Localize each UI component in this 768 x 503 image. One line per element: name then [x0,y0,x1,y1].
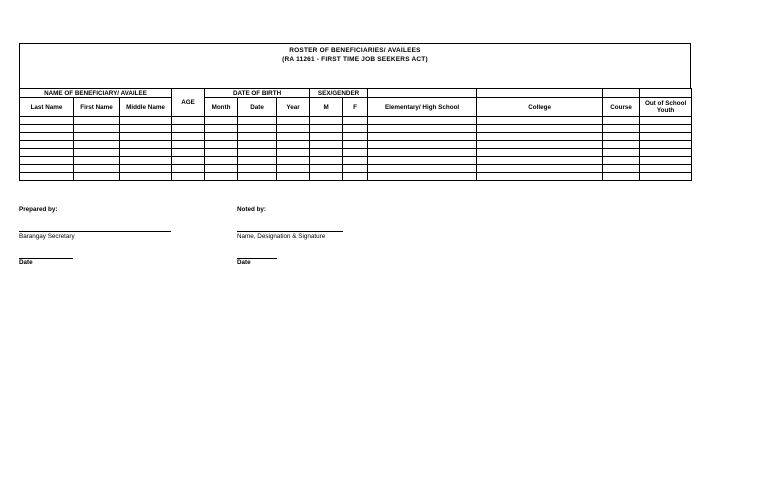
table-cell[interactable] [640,173,692,181]
table-cell[interactable] [368,149,477,157]
table-cell[interactable] [343,125,368,133]
noted-by-label: Noted by: [237,206,267,213]
table-cell[interactable] [238,149,277,157]
table-cell[interactable] [368,117,477,125]
noted-date-label: Date [237,259,251,266]
table-cell[interactable] [368,165,477,173]
header-college: College [477,98,603,117]
table-cell[interactable] [310,117,343,125]
table-cell[interactable] [343,157,368,165]
table-cell[interactable] [310,173,343,181]
table-cell[interactable] [74,173,120,181]
table-cell[interactable] [238,117,277,125]
table-cell[interactable] [603,133,640,141]
table-cell[interactable] [74,125,120,133]
table-cell[interactable] [368,133,477,141]
prepared-by-role: Barangay Secretary [19,233,75,240]
header-row-2 [20,98,692,117]
table-cell[interactable] [120,125,172,133]
table-cell[interactable] [172,173,205,181]
header-blank-cell [368,89,477,98]
table-cell[interactable] [120,173,172,181]
table-cell[interactable] [205,165,238,173]
roster-sheet [19,43,691,181]
header-out-of-school-youth: Out of School Youth [640,98,692,117]
table-cell[interactable] [205,133,238,141]
table-cell[interactable] [120,117,172,125]
table-cell[interactable] [277,133,310,141]
table-cell[interactable] [277,117,310,125]
table-cell[interactable] [205,125,238,133]
table-cell[interactable] [603,117,640,125]
table-cell[interactable] [20,149,74,157]
table-cell[interactable] [74,165,120,173]
prepared-by-label: Prepared by: [19,206,58,213]
header-row-1 [20,89,692,98]
table-row [20,125,692,133]
table-cell[interactable] [310,157,343,165]
table-cell[interactable] [238,125,277,133]
table-cell[interactable] [368,173,477,181]
table-row [20,117,692,125]
header-last-name: Last Name [20,98,74,117]
table-cell[interactable] [205,149,238,157]
table-cell[interactable] [603,157,640,165]
table-cell[interactable] [20,165,74,173]
table-cell[interactable] [74,117,120,125]
table-cell[interactable] [20,117,74,125]
prepared-date-label: Date [19,259,33,266]
table-cell[interactable] [603,141,640,149]
table-cell[interactable] [640,157,692,165]
table-cell[interactable] [477,173,603,181]
header-course: Course [603,98,640,117]
table-cell[interactable] [120,149,172,157]
table-cell[interactable] [277,165,310,173]
table-cell[interactable] [310,149,343,157]
header-age: AGE [172,89,205,117]
table-cell[interactable] [343,149,368,157]
table-cell[interactable] [477,157,603,165]
header-year: Year [277,98,310,117]
table-cell[interactable] [120,133,172,141]
table-cell[interactable] [205,141,238,149]
table-cell[interactable] [20,125,74,133]
table-cell[interactable] [603,165,640,173]
header-sex-gender: SEX/GENDER [310,89,368,98]
table-cell[interactable] [368,125,477,133]
table-cell[interactable] [310,165,343,173]
table-cell[interactable] [205,173,238,181]
table-cell[interactable] [20,157,74,165]
table-cell[interactable] [343,141,368,149]
table-row [20,133,692,141]
table-cell[interactable] [640,149,692,157]
table-cell[interactable] [310,141,343,149]
noted-by-signature-line[interactable] [237,231,343,232]
header-month: Month [205,98,238,117]
header-elementary-high-school: Elementary/ High School [368,98,477,117]
table-cell[interactable] [640,125,692,133]
table-cell[interactable] [238,157,277,165]
table-row [20,141,692,149]
table-row [20,149,692,157]
header-name-group: NAME OF BENEFICIARY/ AVAILEE [20,89,172,98]
table-cell[interactable] [20,173,74,181]
header-blank-cell [640,89,692,98]
table-cell[interactable] [74,157,120,165]
table-cell[interactable] [343,117,368,125]
table-cell[interactable] [120,165,172,173]
table-cell[interactable] [477,133,603,141]
table-cell[interactable] [205,157,238,165]
table-cell[interactable] [277,125,310,133]
table-cell[interactable] [477,141,603,149]
table-cell[interactable] [172,133,205,141]
header-male: M [310,98,343,117]
table-cell[interactable] [277,141,310,149]
document-subtitle: (RA 11261 - FIRST TIME JOB SEEKERS ACT) [282,56,428,63]
title-box [19,43,691,88]
table-cell[interactable] [343,133,368,141]
table-cell[interactable] [310,125,343,133]
table-cell[interactable] [603,173,640,181]
header-date-of-birth: DATE OF BIRTH [205,89,310,98]
table-cell[interactable] [640,117,692,125]
noted-by-role: Name, Designation & Signature [237,233,326,240]
table-cell[interactable] [310,133,343,141]
table-cell[interactable] [172,165,205,173]
table-cell[interactable] [74,149,120,157]
table-cell[interactable] [277,173,310,181]
table-cell[interactable] [172,149,205,157]
header-blank-cell [477,89,603,98]
table-cell[interactable] [477,117,603,125]
table-cell[interactable] [238,141,277,149]
table-cell[interactable] [120,141,172,149]
document-title: ROSTER OF BENEFICIARIES/ AVAILEES [289,47,421,54]
table-cell[interactable] [172,117,205,125]
table-cell[interactable] [238,165,277,173]
table-cell[interactable] [20,133,74,141]
table-cell[interactable] [120,157,172,165]
table-cell[interactable] [205,117,238,125]
roster-table [19,88,692,181]
table-row [20,165,692,173]
table-cell[interactable] [172,141,205,149]
table-cell[interactable] [343,173,368,181]
header-blank-cell [603,89,640,98]
header-first-name: First Name [74,98,120,117]
header-date: Date [238,98,277,117]
table-cell[interactable] [238,133,277,141]
table-cell[interactable] [238,173,277,181]
table-cell[interactable] [277,157,310,165]
table-cell[interactable] [477,125,603,133]
table-cell[interactable] [603,149,640,157]
prepared-by-signature-line[interactable] [19,231,171,232]
table-cell[interactable] [20,141,74,149]
table-cell[interactable] [477,149,603,157]
table-cell[interactable] [74,133,120,141]
header-female: F [343,98,368,117]
table-cell[interactable] [172,125,205,133]
table-cell[interactable] [368,157,477,165]
table-cell[interactable] [640,133,692,141]
header-middle-name: Middle Name [120,98,172,117]
table-cell[interactable] [343,165,368,173]
table-cell[interactable] [368,141,477,149]
table-cell[interactable] [277,149,310,157]
table-cell[interactable] [640,141,692,149]
table-cell[interactable] [172,157,205,165]
table-cell[interactable] [640,165,692,173]
table-cell[interactable] [74,141,120,149]
table-row [20,173,692,181]
table-cell[interactable] [603,125,640,133]
table-cell[interactable] [477,165,603,173]
table-row [20,157,692,165]
